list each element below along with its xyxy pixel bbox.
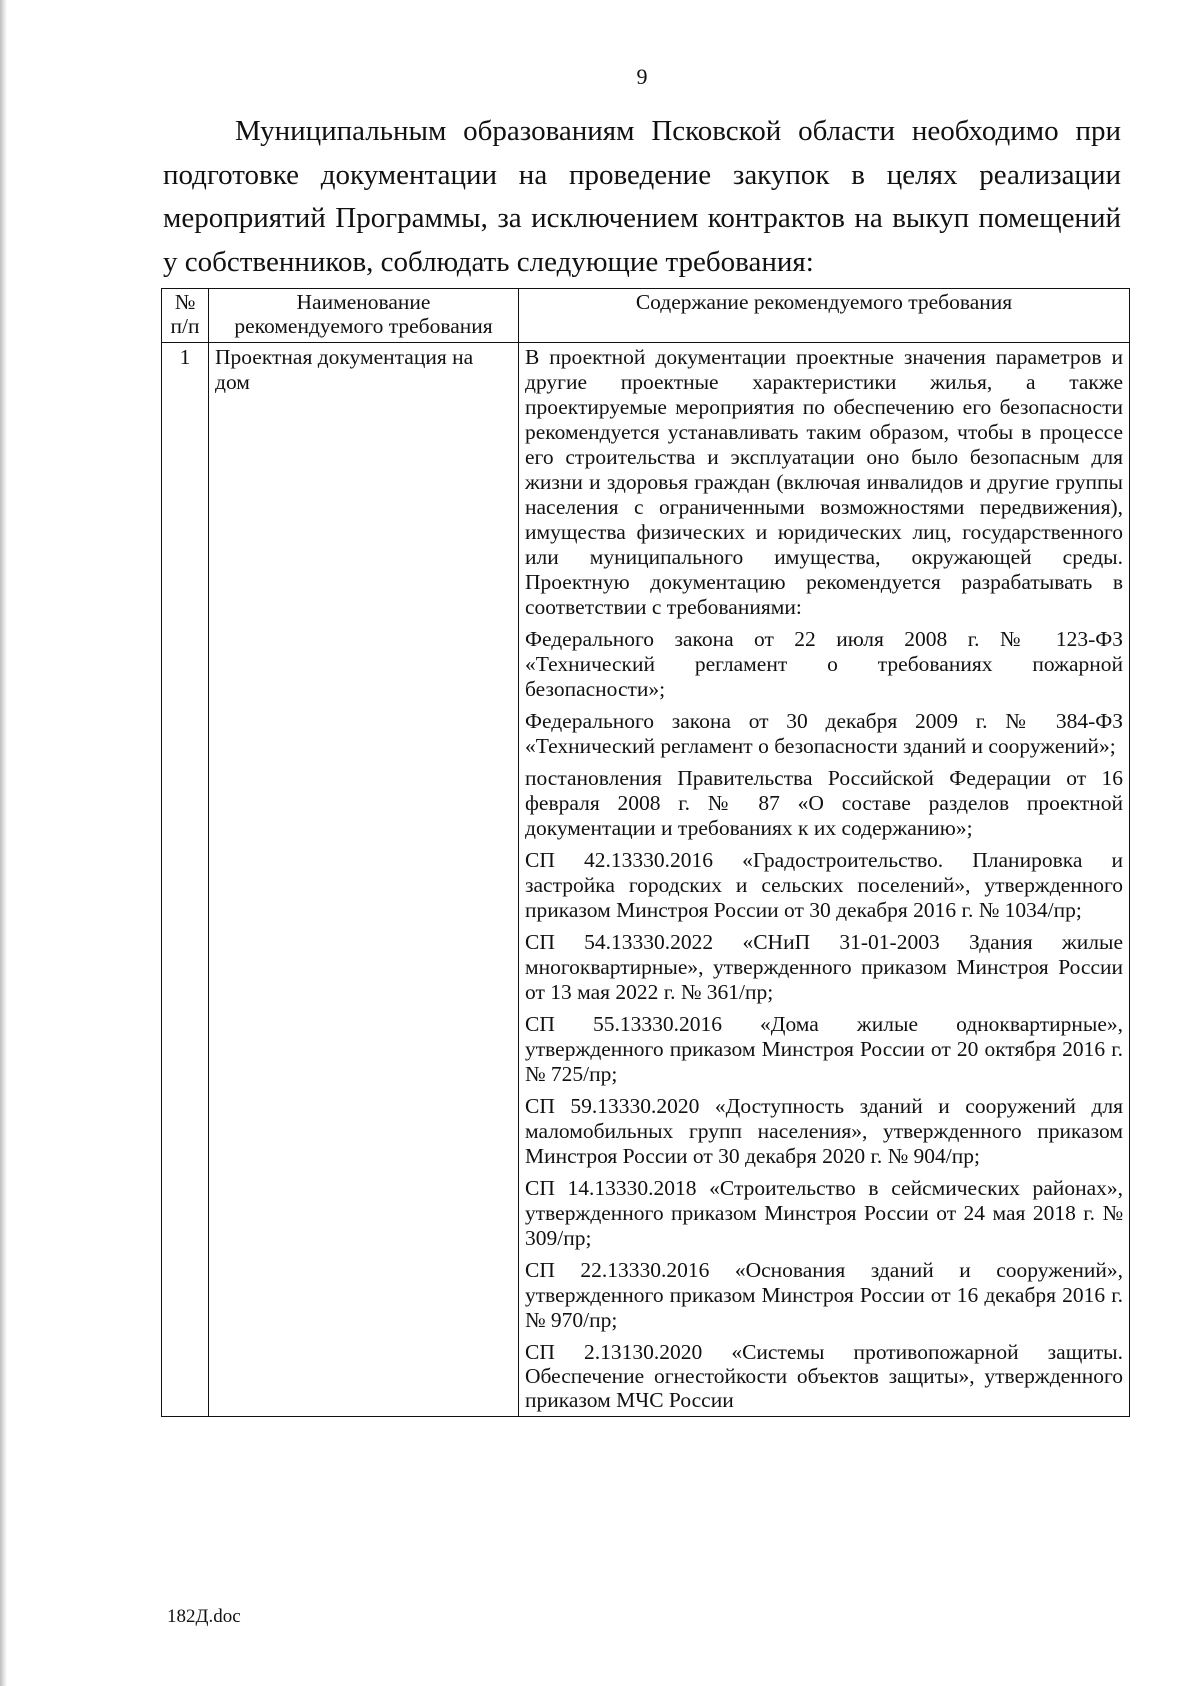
header-number — [162, 289, 209, 343]
page-number: 9 — [636, 64, 648, 89]
header-content — [519, 289, 1130, 343]
header-number-line2: п/п — [170, 313, 200, 338]
content-paragraph: Федерального закона от 30 декабря 2009 г. № 384-ФЗ «Технический регламент о безопасности зданий и сооружений»; — [525, 709, 1123, 758]
content-paragraph: Федерального закона от 22 июля 2008 г. № 123-ФЗ «Технический регламент о требованиях пожарной безопасности»; — [525, 627, 1123, 701]
header-content-label: Содержание рекомендуемого требования — [635, 290, 1013, 314]
content-paragraph: СП 42.13330.2016 «Градостроительство. Планировка и застройка городских и сельских поселений», утвержденного приказом Минстроя России от 30 декабря 2016 г. № 1034/пр; — [525, 848, 1123, 922]
table-header — [162, 289, 1130, 343]
content-paragraph: В проектной документации проектные значения параметров и другие проектные характеристики жилья, а также проектируемые мероприятия по обеспечению его безопасности рекомендуется устанавливать таким образом, чтобы в процессе его строительства и эксплуатации оно было безопасным для жизни и здоровья граждан (включая инвалидов и другие группы населения с ограниченными возможностями передвижения), имущества физических и юридических лиц, государственного или муниципального имущества, окружающей среды. Проектную документацию рекомендуется разрабатывать в соответствии с требованиями: — [525, 345, 1123, 619]
header-number-line1: № — [174, 290, 196, 314]
content-paragraph: СП 14.13330.2018 «Строительство в сейсмических районах», утвержденного приказом Минстроя России от 24 мая 2018 г. № 309/пр; — [525, 1176, 1123, 1250]
content-paragraph: СП 2.13130.2020 «Системы противопожарной защиты. Обеспечение огнестойкости объектов защиты», утвержденного приказом МЧС России — [525, 1340, 1123, 1412]
content-paragraph: СП 55.13330.2016 «Дома жилые одноквартирные», утвержденного приказом Минстроя России от 20 октября 2016 г. № 725/пр; — [525, 1012, 1123, 1086]
content-paragraph: постановления Правительства Российской Федерации от 16 февраля 2008 г. № 87 «О составе разделов проектной документации и требованиях к их содержанию»; — [525, 766, 1123, 840]
row-number: 1 — [162, 343, 209, 1417]
header-name — [209, 289, 519, 343]
footer-filename: 182Д.doc — [167, 1606, 241, 1627]
content-paragraph: СП 54.13330.2022 «СНиП 31-01-2003 Здания жилые многоквартирные», утвержденного приказом Минстроя России от 13 мая 2022 г. № 361/пр; — [525, 930, 1123, 1004]
row-name: Проектная документация на дом — [209, 343, 519, 1417]
header-name-line2: рекомендуемого требования — [234, 313, 493, 338]
scan-edge-shadow — [0, 0, 7, 1686]
content-paragraph: СП 22.13330.2016 «Основания зданий и сооружений», утвержденного приказом Минстроя России от 16 декабря 2016 г. № 970/пр; — [525, 1258, 1123, 1332]
header-name-line1: Наименование — [296, 290, 431, 314]
intro-paragraph: Муниципальным образованиям Псковской области необходимо при подготовке документации на проведение закупок в целях реализации мероприятий Программы, за исключением контрактов на выкуп помещений у собственников, соблюдать следующие требования: — [163, 115, 1121, 278]
requirements-table — [161, 288, 1130, 1417]
row-content — [519, 343, 1130, 1417]
header-row — [162, 289, 1130, 343]
table-row — [162, 343, 1130, 1417]
content-paragraph: СП 59.13330.2020 «Доступность зданий и сооружений для маломобильных групп населения», утвержденного приказом Минстроя России от 30 декабря 2020 г. № 904/пр; — [525, 1094, 1123, 1168]
